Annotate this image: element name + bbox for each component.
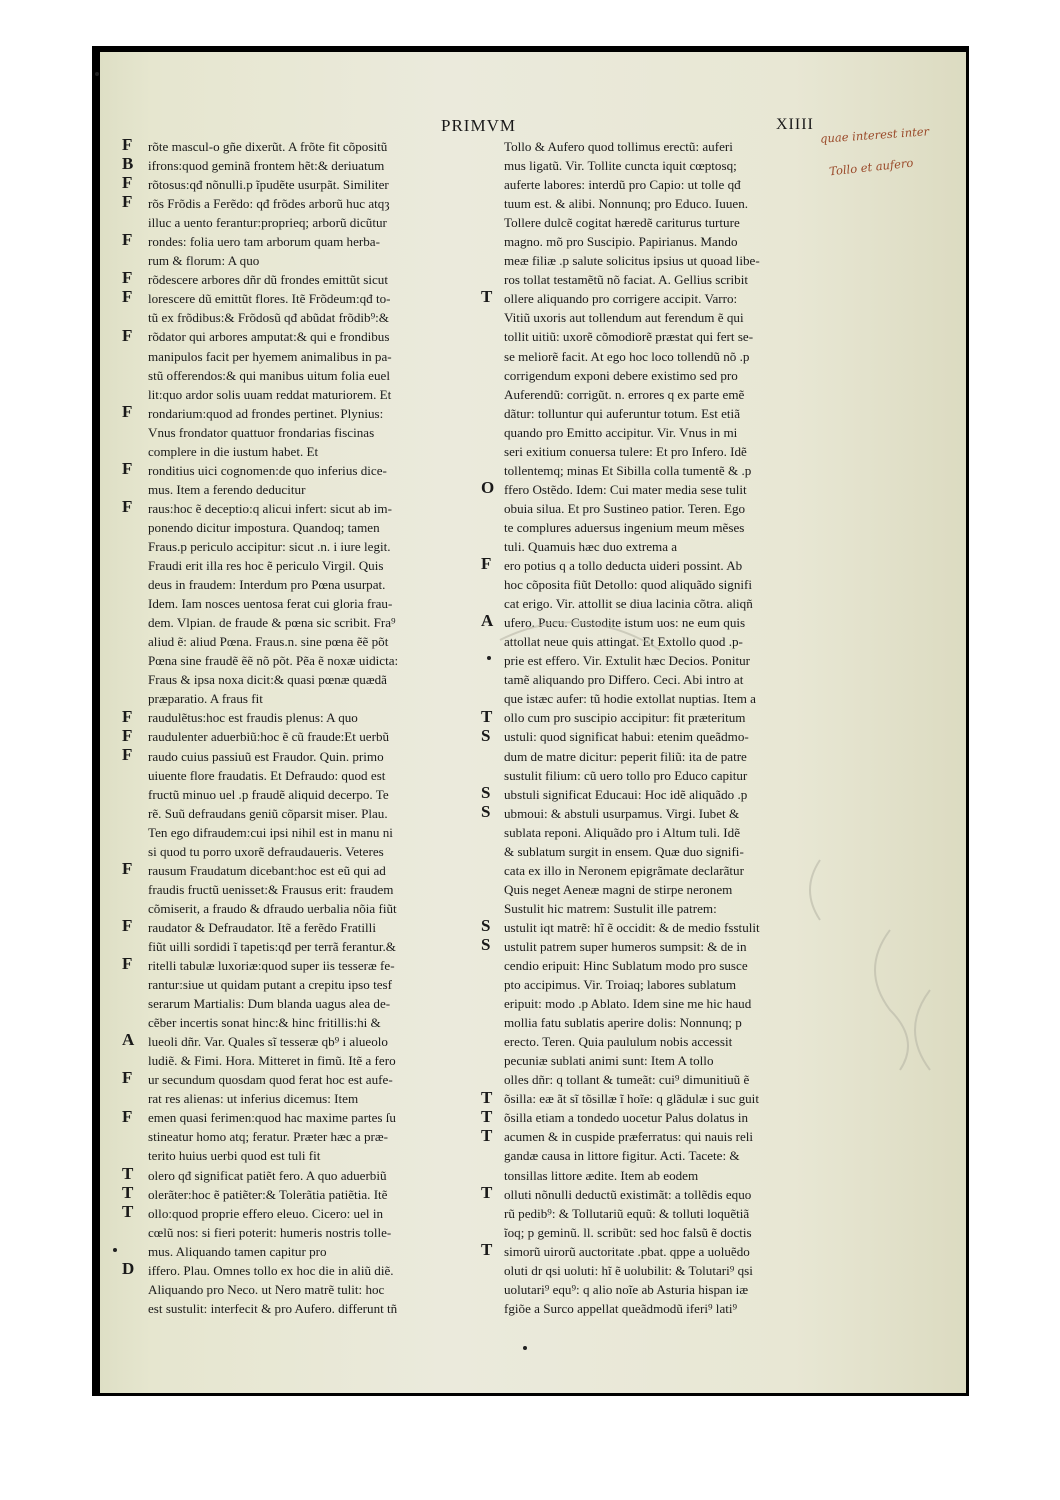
initial-letter: F — [122, 954, 133, 974]
initial-letter: F — [122, 135, 133, 154]
text-line: oluti dr qsi uoluti: hĩ ẽ uolubilit: & Tolutari⁹ qsi — [504, 1262, 753, 1278]
text-line: mus ligatũ. Vir. Tollite cuncta iquit cœptosq; — [504, 158, 737, 174]
initial-letter: T — [481, 1239, 493, 1259]
text-line: rum & florum: A quo — [148, 253, 260, 269]
text-line: olles dñr: q tollant & tumeãt: cui⁹ dimunitiuũ ẽ — [504, 1072, 750, 1088]
text-line: sublata reponi. Aliquãdo pro i Altum tuli. Idẽ — [504, 824, 741, 840]
text-line: terito huius uerbi quod est tuli fit — [148, 1148, 321, 1164]
page-mark-dot — [113, 1248, 117, 1252]
text-line: ronditius uici cognomen:de quo inferius dice- — [148, 462, 387, 478]
watermark-stroke — [915, 990, 930, 1070]
initial-letter: T — [481, 1125, 493, 1145]
text-line: mus. Aliquando tamen capitur pro — [148, 1243, 327, 1259]
text-line: tuum est. & alibi. Nonnunq; pro Educo. Iuuen. — [504, 196, 749, 212]
text-line: sustulit filium: cũ uero tollo pro Educo capitur — [504, 767, 748, 783]
initial-letter: F — [122, 725, 133, 745]
text-line: raudulẽtus:hoc est fraudis plenus: A quo — [148, 710, 358, 726]
text-line: tonsillas littore ædite. Item ab eodem — [504, 1167, 699, 1183]
text-line: Aliquando pro Neco. ut Nero matrẽ tulit: hoc — [148, 1281, 385, 1297]
initial-letter: F — [122, 706, 133, 726]
text-line: rõtosus:qđ nõnulli.p ĩpudẽte usurpãt. Similiter — [148, 177, 389, 193]
text-line: ustuli: quod significat habui: etenim queãdmo- — [504, 729, 749, 745]
initial-letter: F — [122, 401, 133, 421]
watermark-stroke — [500, 622, 660, 650]
text-line: cõmiserit, a fraudo & dfraudo uerbalia nõia fiũt — [148, 900, 397, 916]
initial-letter: F — [122, 268, 133, 288]
watermark-stroke — [875, 930, 908, 1070]
text-line: Fraus.p periculo accipitur: sicut .n. i iure legit. — [148, 538, 391, 554]
left-text-column — [148, 137, 463, 1318]
text-line: & sublatum surgit in ensem. Quæ duo signifi- — [504, 843, 744, 859]
text-line: stũ offerendos:& qui manibus uitum folia euel — [148, 367, 390, 383]
text-line: mus. Item a ferendo deducitur — [148, 481, 306, 497]
initial-letter: F — [122, 916, 133, 936]
text-line: manipulos facit per hyemem animalibus in pa- — [148, 348, 392, 364]
text-line: fgiõe a Surco appellat queãdmodũ iferi⁹ lati⁹ — [504, 1300, 738, 1316]
running-header-title: PRIMVM — [441, 116, 516, 135]
initial-letter: S — [481, 725, 491, 745]
text-line: iffero. Plau. Omnes tollo ex hoc die in aliũ diẽ. — [148, 1262, 394, 1278]
text-line: simorũ uirorũ auctoritate .pbat. qppe a uoluẽdo — [504, 1243, 750, 1259]
text-line: õsilla: eæ ãt sĩ tõsillæ ĩ hoĩe: q glãdulæ i suc guit — [504, 1091, 759, 1107]
text-line: acumen & in cuspide præferratus: qui nauis reli — [504, 1129, 754, 1145]
text-line: ros tollat testamẽtũ nõ faciat. A. Gellius scribit — [504, 272, 748, 288]
text-line: tollentemq; minas Et Sibilla colla tumentẽ & .p — [504, 462, 752, 478]
text-line: Idem. Iam nosces uentosa ferat cui gloria frau- — [148, 596, 393, 612]
text-line: lit:quo ardor solis uuam reddat maturiorem. Et — [148, 386, 392, 402]
text-line: Vitiũ uxoris aut tollendum aut ferendum ẽ qui — [504, 310, 744, 326]
text-line: Ten ego difraudem:cui ipsi nihil est in manu ni — [148, 824, 393, 840]
text-line: ritelli tabulæ luxoriæ:quod super iis tesseræ fe- — [148, 958, 395, 974]
initial-letter: T — [481, 1087, 493, 1107]
text-line: prie est effero. Vir. Extulit hæc Decios. Ponitur — [504, 653, 751, 669]
initial-letter: T — [122, 1201, 134, 1221]
text-line: obuia silua. Et pro Sustineo patior. Teren. Ego — [504, 500, 746, 516]
text-line: olerãter:hoc ẽ patiẽter:& Tolerãtia patiẽtia. Itẽ — [148, 1186, 388, 1202]
initial-letter: T — [481, 1182, 493, 1202]
initial-letter: B — [122, 154, 134, 174]
text-line: rõdator qui arbores amputat:& qui e frondibus — [148, 329, 390, 345]
text-line: rõdescere arbores dñr dũ frondes emittũt sicut — [148, 272, 388, 288]
text-line: auferte labores: interdũ pro Capio: ut tolle qđ — [504, 177, 741, 193]
text-line: ubstuli significat Educaui: Hoc idẽ aliquãdo .p — [504, 786, 748, 802]
text-line: cata ex illo in Neronem epigrãmate declarãtur — [504, 862, 744, 878]
text-line: Fraus & ipsa noxa dicit:& quasi pœnæ quædã — [148, 672, 387, 688]
watermark — [460, 560, 960, 1180]
text-line: rẽ. Suũ defraudans geniũ cõparsit miser. Plau. — [148, 805, 388, 821]
text-line: rat res alienas: ut inferius dicemus: Item — [148, 1091, 359, 1107]
text-line: ufero. Pucu. Custodite istum uos: ne eum quis — [504, 615, 746, 631]
initial-letter: O — [481, 477, 495, 497]
initial-letter: F — [122, 858, 133, 878]
text-line: dem. Vlpian. de fraude & pœna sic scribit. Fra⁹ — [148, 615, 396, 631]
text-line: ollo cum pro suscipio accipitur: fit præteritum — [504, 710, 746, 726]
initial-letter: F — [122, 192, 133, 212]
text-line: aliud ẽ: aliud Pœna. Fraus.n. sine pœna ẽẽ põt — [148, 634, 389, 650]
text-line: ur secundum quosdam quod ferat hoc est aufe- — [148, 1072, 393, 1088]
text-line: tũ ex frõdibus:& Frõdosũ qđ abũdat frõdib⁹:& — [148, 310, 389, 326]
text-line: olero qđ significat patiẽt fero. A quo aduerbiũ — [148, 1167, 387, 1183]
watermark-stroke — [810, 860, 820, 920]
text-line: præparatio. A fraus fit — [148, 691, 263, 707]
text-line: se meliorẽ facit. At ego hoc loco tollendũ nõ .p — [504, 348, 750, 364]
text-line: ero potius q a tollo deducta uideri possint. Ab — [504, 558, 743, 574]
text-line: olluti nõnulli deductũ existimãt: a tollẽdis equo — [504, 1186, 752, 1202]
text-line: uolutari⁹ equ⁹: q alio noĩe ab Asturia hispan iæ — [504, 1281, 749, 1297]
page-mark-dot — [523, 1346, 527, 1350]
text-line: si quod tu porro uxorẽ defraudaueris. Veteres — [148, 843, 384, 859]
text-line: ustulit iqt matrẽ: hĩ ẽ occidit: & de medio fsstulit — [504, 919, 760, 935]
text-line: cẽber incertis sonat hinc:& hinc fritillis:hi & — [148, 1015, 381, 1031]
initial-letter: F — [122, 496, 133, 516]
text-line: Sustulit hic matrem: Sustulit ille patrem: — [504, 900, 717, 916]
text-line: te complures aduersus ingenium meum mẽses — [504, 519, 745, 535]
text-line: seri exitium conuersa tulere: Et pro Infero. Idẽ — [504, 443, 747, 459]
text-line: rausum Fraudatum dicebant:hoc est eũ qui ad — [148, 862, 386, 878]
initial-letter: F — [122, 325, 133, 345]
initial-letter: F — [122, 744, 133, 764]
text-line: deus in fraudem: Interdum pro Pœna usurpat. — [148, 577, 386, 593]
text-line: rondarium:quod ad frondes pertinet. Plynius: — [148, 405, 384, 421]
text-line: tollit uitiũ: uxorẽ cõmodiorẽ præstat qui fert se- — [504, 329, 754, 345]
text-line: fructũ minuo uel .p fraudẽ aliquid decerpo. Te — [148, 786, 389, 802]
text-line: ifrons:quod geminã frontem hẽt:& deriuatum — [148, 158, 385, 174]
text-line: hoc cõposita fiũt Detollo: quod aliquãdo signifi — [504, 577, 753, 593]
folio-number: XIIII — [776, 116, 814, 133]
initial-letter: F — [481, 554, 492, 574]
text-line: erecto. Teren. Quia paululum nobis accessit — [504, 1034, 733, 1050]
text-line: uiuente flore fraudatis. Et Defraudo: quod est — [148, 767, 386, 783]
text-line: rondes: folia uero tam arborum quam herba- — [148, 234, 380, 250]
text-line: ffero Ostẽdo. Idem: Cui mater media sese tulit — [504, 481, 747, 497]
text-line: dum de matre dicitur: peperit filiũ: ita de patre — [504, 748, 747, 764]
text-line: lueoli dñr. Var. Quales sĩ tesseræ qb⁹ i alueolo — [148, 1034, 388, 1050]
text-line: fiũt uilli sordidi ĩ tapetis:qđ per terrã ferantur.& — [148, 938, 396, 954]
initial-letter: F — [122, 287, 133, 307]
text-line: Auferendũ: corrigũt. n. errores q ex parte emẽ — [504, 386, 745, 402]
text-line: magno. mõ pro Suscipio. Papirianus. Mando — [504, 234, 738, 250]
text-line: corrigendum exponi debere existimo sed pro — [504, 367, 738, 383]
text-line: illuc a uento ferantur:proprieq; arborũ dicũtur — [148, 215, 387, 231]
initial-letter: S — [481, 782, 491, 802]
text-line: que istæc aufer: tũ hodie extollat nuptias. Item a — [504, 691, 756, 707]
text-line: ubmoui: & abstuli usurpamus. Virgi. Iubet & — [504, 805, 740, 821]
text-line: raudator & Defraudator. Itẽ a ferẽdo Fratilli — [148, 919, 376, 935]
text-line: rantur:siue ut quidam putant a crepitu ipso tesf — [148, 977, 392, 993]
text-line: cœlũ nos: si fieri poterit: humeris nostris tolle- — [148, 1224, 392, 1240]
text-line: meæ filiæ .p salute solicitus ipsius ut quoad libe- — [504, 253, 760, 269]
text-line: lorescere dũ emittũt flores. Itẽ Frõdeum:qđ to- — [148, 291, 391, 307]
initial-letter: T — [122, 1163, 134, 1183]
text-line: pecuniæ sublati animi sunt: Item A tollo — [504, 1053, 714, 1069]
text-line: quando pro Emitto accipitur. Vir. Vnus in mi — [504, 424, 738, 440]
text-line: raudulenter aduerbiũ:hoc ẽ cũ fraude:Et uerbũ — [148, 729, 390, 745]
initial-letter: F — [122, 173, 133, 193]
text-line: Quis neget Aeneæ magni de stirpe neronem — [504, 881, 733, 897]
initial-letter: A — [122, 1030, 135, 1050]
text-line: gandæ causa in littore figitur. Acti. Tacete: & — [504, 1148, 740, 1164]
text-line: serarum Martialis: Dum blanda uagus alea de- — [148, 996, 391, 1012]
text-line: mollia fatu sublatis aperire dolis: Nonnunq; p — [504, 1015, 742, 1031]
marginal-annotation: quae interest inter — [819, 124, 930, 146]
marginal-annotation: Tollo et aufero — [828, 155, 914, 179]
text-line: raus:hoc ẽ deceptio:q alicui infert: sicut ab im- — [148, 500, 392, 516]
initial-letter: T — [481, 287, 493, 307]
initial-letter: F — [122, 230, 133, 250]
text-line: ponendo dicitur impostura. Quandoq; tamen — [148, 519, 380, 535]
initial-letter: T — [481, 1106, 493, 1126]
text-line: Pœna sine fraudẽ ẽẽ nõ põt. Pẽa ẽ noxæ uidicta: — [148, 653, 399, 669]
text-line: tamẽ aliquando pro Differo. Ceci. Abi intro at — [504, 672, 744, 688]
text-line: cat erigo. Vir. attollit se diua lacinia cõtra. aliqñ — [504, 596, 753, 612]
text-line: eripuit: modo .p Ablato. Idem sine me hic haud — [504, 996, 752, 1012]
text-line: ludiẽ. & Fimi. Hora. Mitteret in fimũ. Itẽ a fero — [148, 1053, 396, 1069]
text-line: emen quasi ferimen:quod hac maxime partes ſu — [148, 1110, 396, 1126]
text-line: pto accipimus. Vir. Troiaq; labores sublatum — [504, 977, 737, 993]
initial-letter: D — [122, 1258, 135, 1278]
initial-letter: T — [481, 706, 493, 726]
text-line: ollere aliquando pro corrigere accipit. Varro: — [504, 291, 738, 307]
initial-letter: T — [122, 1182, 134, 1202]
text-line: dãtur: tolluntur qui auferuntur totum. Est etiã — [504, 405, 741, 421]
text-line: fraudis fructũ uenisset:& Frausus erit: fraudem — [148, 881, 394, 897]
text-line: rõs Frõdis a Ferẽdo: qđ frõdes arborũ huc atqȝ — [148, 196, 390, 212]
text-line: ustulit patrem super humeros sumpsit: & de in — [504, 938, 747, 954]
initial-letter: S — [481, 801, 491, 821]
text-line: Fraudi erit illa res hoc ẽ periculo Virgil. Quis — [148, 558, 384, 574]
text-line: cendio eripuit: Hinc Sublatum modo pro susce — [504, 958, 748, 974]
initial-letter: S — [481, 935, 491, 955]
initial-letter: F — [122, 1068, 133, 1088]
initial-letter: A — [481, 611, 494, 631]
text-line: Vnus frondator quattuor frondarias fiscinas — [148, 424, 375, 440]
text-line: complere in die iustum habet. Et — [148, 443, 319, 459]
initial-letter: S — [481, 916, 491, 936]
text-line: attollat neue quis attingat. Et Extollo quod .p- — [504, 634, 743, 650]
page-mark-dot — [95, 72, 99, 76]
text-line: est sustulit: interfecit & pro Aufero. differunt tñ — [148, 1300, 398, 1316]
text-line: Tollere dulcẽ cogitat hæredẽ cariturus turture — [504, 215, 740, 231]
text-line: ĩoq; p geminũ. ll. scribũt: sed hoc falsũ ẽ doctis — [504, 1224, 752, 1240]
text-line: rõte mascul-o gñe dixerũt. A frõte fit cõpositũ — [148, 139, 388, 154]
text-line: Tollo & Aufero quod tollimus erectũ: auferi — [504, 139, 733, 154]
text-line: stineatur homo atq; feratur. Præter hæc a præ- — [148, 1129, 388, 1145]
text-line: rũ pedib⁹: & Tollutariũ equũ: & tolluti loquẽtiã — [504, 1205, 750, 1221]
initial-letter: F — [122, 1106, 133, 1126]
text-line: tuli. Quamuis hæc duo extrema a — [504, 538, 678, 554]
text-line: ollo:quod proprie effero eleuo. Cicero: uel in — [148, 1205, 384, 1221]
initial-letter: F — [122, 458, 133, 478]
text-line: õsilla etiam a tondedo uocetur Palus dolatus in — [504, 1110, 749, 1126]
text-line: raudo cuius passiuũ est Fraudor. Quin. primo — [148, 748, 384, 764]
